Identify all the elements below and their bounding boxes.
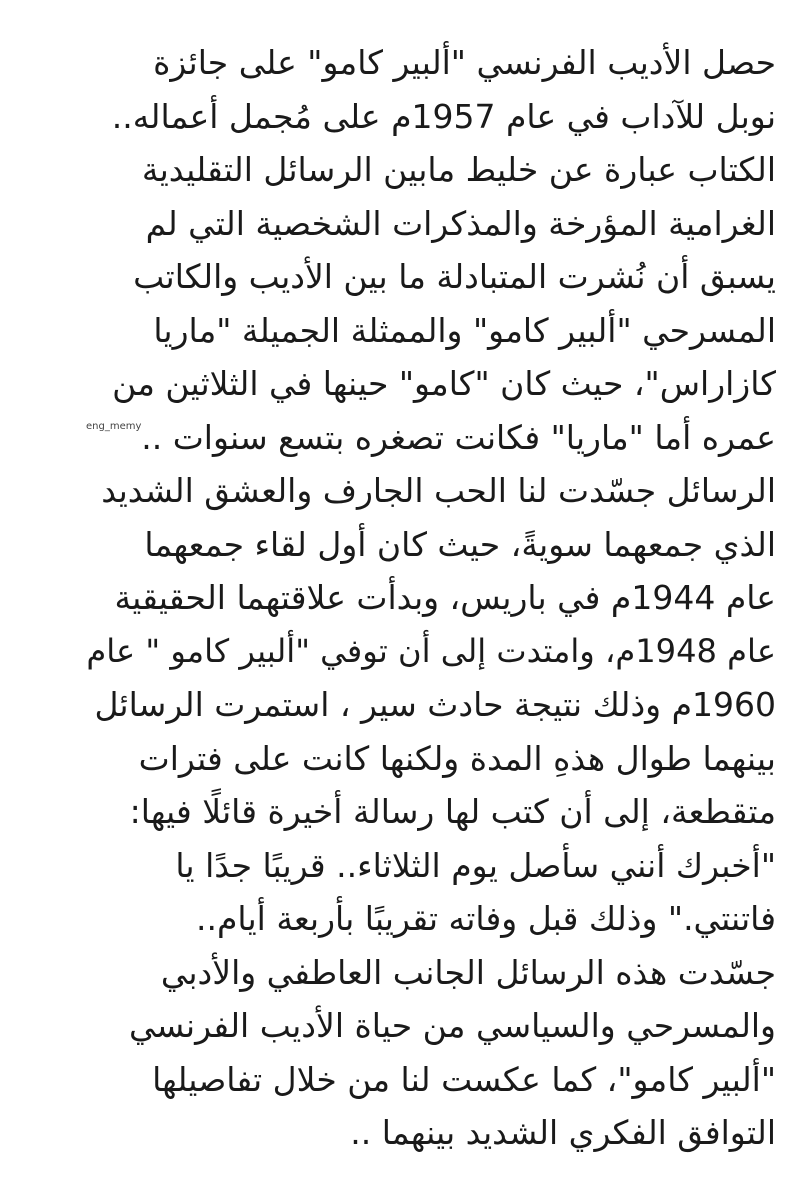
text-line: عام 1944م في باريس، وبدأت علاقتهما الحقيقية <box>114 578 776 617</box>
text-line: الكتاب عبارة عن خليط مابين الرسائل التقليدية <box>141 150 776 189</box>
text-line: المسرحي "ألبير كامو" والممثلة الجميلة "ماريا <box>153 310 776 350</box>
text-line: الغرامية المؤرخة والمذكرات الشخصية التي لم <box>145 203 776 243</box>
text-line: جسّدت هذه الرسائل الجانب العاطفي والأدبي <box>160 952 776 992</box>
text-line: فاتنتي." وذلك قبل وفاته تقريبًا بأربعة أيام.. <box>196 899 776 938</box>
text-line: يسبق أن نُشرت المتبادلة ما بين الأديب والكاتب <box>133 257 776 296</box>
text-line: كازاراس"، حيث كان "كامو" حينها في الثلاثين من <box>112 364 776 403</box>
text-line: "أخبرك أنني سأصل يوم الثلاثاء.. قريبًا جدًا يا <box>175 845 776 885</box>
text-line: عام 1948م، وامتدت إلى أن توفي "ألبير كامو " عام <box>86 631 776 670</box>
text-line: والمسرحي والسياسي من حياة الأديب الفرنسي <box>128 1006 776 1045</box>
text-line: الذي جمعهما سويةً، حيث كان أول لقاء جمعهما <box>144 524 776 564</box>
text-line: 1960م وذلك نتيجة حادث سير ، استمرت الرسائل <box>94 685 776 724</box>
article-text <box>86 36 776 1160</box>
text-line: الرسائل جسّدت لنا الحب الجارف والعشق الشديد <box>101 471 776 510</box>
text-line: حصل الأديب الفرنسي "ألبير كامو" على جائزة <box>153 43 776 82</box>
text-line: بينهما طوال هذهِ المدة ولكنها كانت على فترات <box>138 738 776 778</box>
text-line: نوبل للآداب في عام 1957م على مُجمل أعماله.. <box>111 96 776 136</box>
text-line: عمره أما "ماريا" فكانت تصغره بتسع سنوات .. <box>141 417 776 457</box>
text-line: "ألبير كامو"، كما عكست لنا من خلال تفاصيلها <box>152 1059 776 1099</box>
text-line: التوافق الفكري الشديد بينهما .. <box>350 1113 776 1152</box>
text-line: متقطعة، إلى أن كتب لها رسالة أخيرة قائلًا فيها: <box>129 792 776 831</box>
watermark-label: eng_memy <box>86 421 142 432</box>
